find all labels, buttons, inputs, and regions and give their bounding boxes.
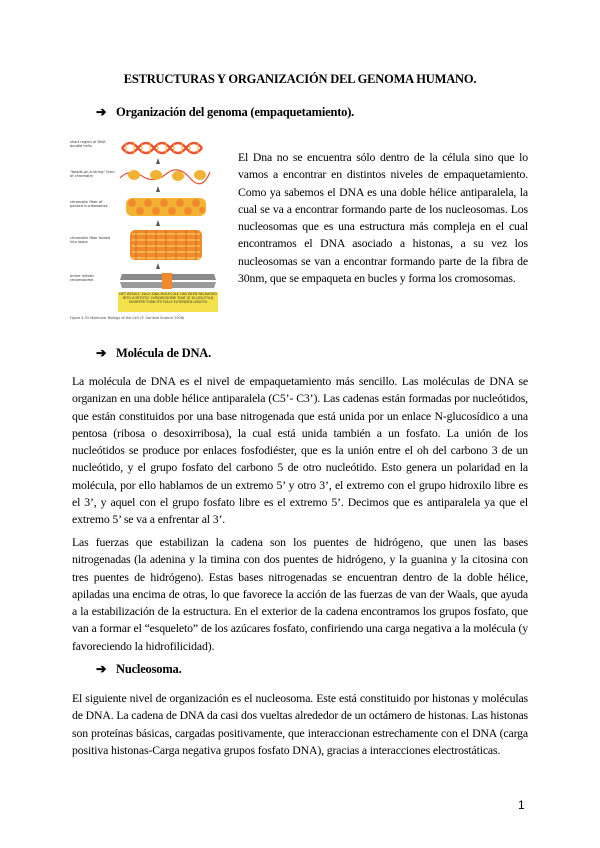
figure-label: entire mitotic chromosome — [70, 274, 95, 283]
paragraph-organizacion: El Dna no se encuentra sólo dentro de la célula sino que lo vamos a encontrar en distintos niveles de empaquetamiento. Como ya sabemos el DNA es una doble hélice antiparalela, la cual se va a encontrar formando parte de los nucleosomas. Los nucleosomas que es una estructura más compleja en el cual encontramos el DNA asociado a histonas, a su vez los nucleosomas se van a encontrar formando parte de la fibra de 30nm, que se empaqueta en bucles y forma los cromosomas. — [238, 150, 528, 286]
mitotic-chromosome-graphic — [120, 273, 216, 289]
arrow-icon: ➔ — [96, 346, 107, 360]
figure-label: "beads-on-a-string" form of chromatin — [70, 170, 115, 179]
dna-helix-graphic — [122, 142, 202, 154]
section-heading-molecula-dna — [96, 345, 211, 361]
figure-credit: Figure 4-55 Molecular Biology of the Cell (© Garland Science 2008) — [70, 316, 185, 320]
section-heading-text: Nucleosoma. — [116, 662, 182, 676]
arrow-down-icon — [156, 186, 160, 192]
figure-label: chromatin fiber of packed nucleosomes — [70, 200, 108, 209]
figure-label: chromatin fiber folded into loops — [70, 236, 110, 245]
arrow-down-icon — [156, 263, 160, 269]
arrow-icon: ➔ — [96, 662, 107, 676]
arrow-icon: ➔ — [96, 105, 107, 119]
section-heading-organizacion — [96, 104, 354, 120]
chromatin-packaging-figure — [70, 130, 230, 330]
chromatin-packaging-diagram — [70, 130, 230, 330]
chromatin-fiber-graphic — [126, 198, 206, 216]
document-title: ESTRUCTURAS Y ORGANIZACIÓN DEL GENOMA HUMANO. — [123, 72, 477, 86]
section-heading-nucleosoma — [96, 661, 182, 677]
paragraph-nucleosoma: El siguiente nivel de organización es el nucleosoma. Este está constituido por histonas y moléculas de DNA. La cadena de DNA da casi dos vueltas alrededor de un octámero de histonas. Las histonas son proteínas básicas, cargadas positivamente, que interaccionan estrechamente con el DNA (carga positiva histonas-Carga negativa grupos fosfato DNA), gracias a interacciones electrostáticas. — [72, 691, 528, 757]
chromatin-loops-graphic — [130, 230, 202, 260]
arrow-down-icon — [156, 158, 160, 164]
arrow-down-icon — [156, 220, 160, 226]
figure-caption: NET RESULT: EACH DNA MOLECULE HAS BEEN PACKAGED INTO A MITOTIC CHROMOSOME THAT IS 10,000-FOLD SHORTER THAN ITS FULLY EXTENDED LENGTH — [119, 292, 217, 304]
section-heading-text: Molécula de DNA. — [116, 346, 212, 360]
paragraph-molecula-dna-2: Las fuerzas que estabilizan la cadena son los puentes de hidrógeno, que unen las bases nitrogenadas (la adenina y la timina con dos puentes de hidrógeno, y la guanina y la citosina con tres puentes de hidrógeno). Estas bases nitrogenadas se encuentran dentro de la doble hélice, apiladas una encima de otras, lo que favorece la acción de las fuerzas de van der Waals, que ayuda a la estabilización de la estructura. En el exterior de la cadena encontramos los grupos fosfato, que van a formar el “esqueleto” de los azúcares fosfato, confiriendo una carga negativa a la molécula (y favoreciendo la hidrofilicidad). — [72, 535, 528, 653]
section-heading-text: Organización del genoma (empaquetamiento). — [116, 105, 355, 119]
page-number: 1 — [518, 798, 525, 812]
beads-on-string-graphic — [120, 170, 210, 184]
paragraph-molecula-dna-1: La molécula de DNA es el nivel de empaquetamiento más sencillo. Las moléculas de DNA se organizan en una doble hélice antiparalela (C5’- C3’). Las cadenas están formadas por nucleótidos, que están constituidos por una base nitrogenada que está unida por un enlace N-glucosídico a una pentosa (ribosa o desoxirribosa), la cual está unida también a un fosfato. La unión de los nucleótidos se produce por enlaces fosfodiéster, que es la unión entre el oh del carbono 3 de un nucleótido, y el grupo fosfato del carbono 5 de otro nucleótido. Esto genera un polaridad en la molécula, por ello hablamos de un extremo 5’ y otro 3’, el extremo con el grupo hidroxilo libre es el 3’, y aquel con el grupo fosfato libre es el extremo 5’. Decimos que es antiparalela ya que el extremo 5’ se va a enfrentar al 3’. — [72, 374, 528, 527]
figure-label: short region of DNA double helix — [70, 140, 106, 149]
